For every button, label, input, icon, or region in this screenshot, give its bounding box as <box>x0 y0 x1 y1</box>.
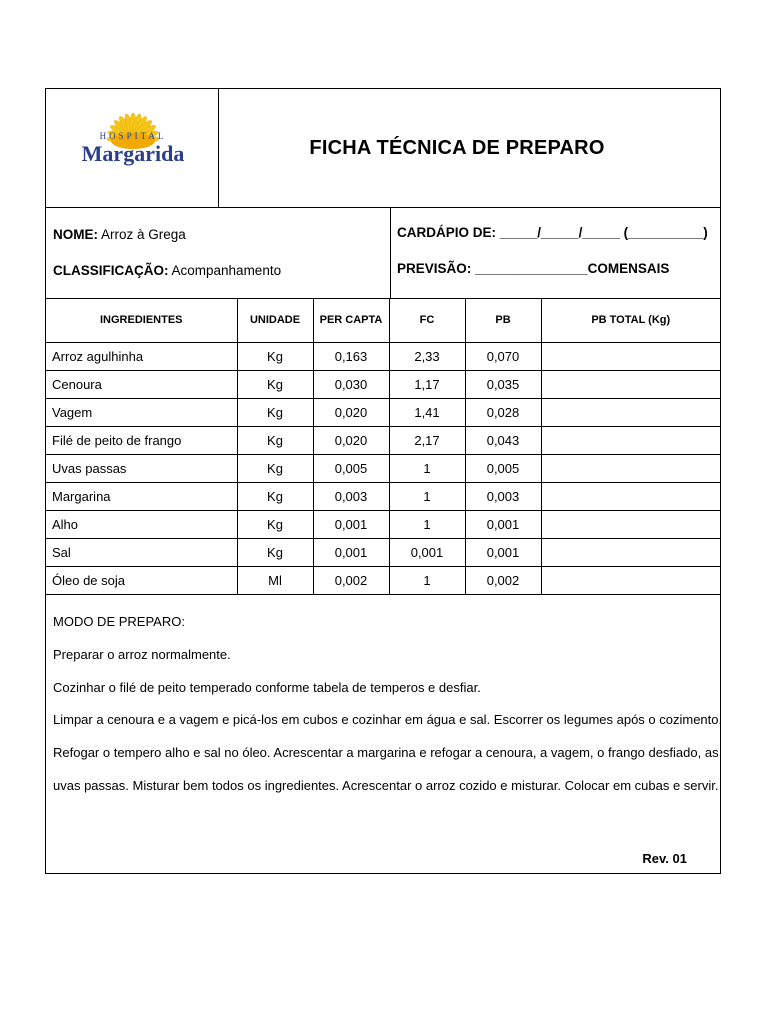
cell-fc: 1,41 <box>389 399 465 427</box>
page-title: FICHA TÉCNICA DE PREPARO <box>309 136 605 159</box>
cell-fc: 2,33 <box>389 343 465 371</box>
hospital-logo <box>46 89 219 207</box>
preparation-title: MODO DE PREPARO: <box>53 614 185 629</box>
cell-pb-total <box>541 511 720 539</box>
cell-ingrediente: Filé de peito de frango <box>46 427 237 455</box>
table-row <box>46 427 720 455</box>
cell-pb: 0,001 <box>465 511 541 539</box>
cell-unidade: Kg <box>237 455 313 483</box>
cell-pb: 0,001 <box>465 539 541 567</box>
table-row <box>46 399 720 427</box>
cell-per-capta: 0,003 <box>313 483 389 511</box>
col-header-ingredientes: INGREDIENTES <box>46 298 237 343</box>
hospital-logo-graphic <box>60 113 206 173</box>
cell-pb-total <box>541 567 720 595</box>
cell-pb-total <box>541 343 720 371</box>
cell-ingrediente: Margarina <box>46 483 237 511</box>
cell-unidade: Kg <box>237 539 313 567</box>
cell-unidade: Kg <box>237 371 313 399</box>
cell-pb: 0,002 <box>465 567 541 595</box>
cell-pb: 0,043 <box>465 427 541 455</box>
cell-pb: 0,028 <box>465 399 541 427</box>
cell-ingrediente: Arroz agulhinha <box>46 343 237 371</box>
table-row <box>46 539 720 567</box>
cell-per-capta: 0,163 <box>313 343 389 371</box>
cell-fc: 0,001 <box>389 539 465 567</box>
cell-unidade: Kg <box>237 399 313 427</box>
revision-label: Rev. 01 <box>642 851 687 866</box>
classificacao-value: Acompanhamento <box>171 263 282 278</box>
col-header-fc: FC <box>389 298 465 343</box>
cell-pb: 0,005 <box>465 455 541 483</box>
col-header-pb: PB <box>465 298 541 343</box>
cell-pb: 0,070 <box>465 343 541 371</box>
cell-unidade: Kg <box>237 483 313 511</box>
table-row <box>46 567 720 595</box>
col-header-per-capta: PER CAPTA <box>313 298 389 343</box>
col-header-unidade: UNIDADE <box>237 298 313 343</box>
logo-margarida-text: Margarida <box>81 141 185 166</box>
preparation-line: uvas passas. Misturar bem todos os ingredientes. Acrescentar o arroz cozido e misturar. Colocar em cubas e servir. <box>53 778 719 793</box>
table-header-row <box>46 298 720 343</box>
logo-hospital-text: HOSPITAL <box>99 131 167 141</box>
recipe-sheet <box>45 88 721 874</box>
cell-ingrediente: Alho <box>46 511 237 539</box>
cell-fc: 1 <box>389 567 465 595</box>
nome-label: NOME: <box>53 227 98 242</box>
cell-ingrediente: Cenoura <box>46 371 237 399</box>
cell-per-capta: 0,020 <box>313 427 389 455</box>
cell-pb: 0,003 <box>465 483 541 511</box>
cell-ingrediente: Sal <box>46 539 237 567</box>
preparation-line: Limpar a cenoura e a vagem e picá-los em cubos e cozinhar em água e sal. Escorrer os legumes após o cozimento. <box>53 712 723 727</box>
recipe-info-left <box>46 207 391 298</box>
cardapio-field: CARDÁPIO DE: _____/_____/_____ (__________) <box>397 225 708 240</box>
cell-per-capta: 0,001 <box>313 539 389 567</box>
cell-pb-total <box>541 455 720 483</box>
cell-fc: 2,17 <box>389 427 465 455</box>
cell-fc: 1 <box>389 511 465 539</box>
cell-per-capta: 0,020 <box>313 399 389 427</box>
ingredients-table <box>46 298 720 595</box>
cell-per-capta: 0,005 <box>313 455 389 483</box>
cell-per-capta: 0,002 <box>313 567 389 595</box>
cell-fc: 1 <box>389 483 465 511</box>
table-row <box>46 343 720 371</box>
table-row <box>46 371 720 399</box>
nome-line <box>53 227 186 242</box>
title-cell <box>218 89 720 207</box>
table-row <box>46 511 720 539</box>
preparation-line: Cozinhar o filé de peito temperado conforme tabela de temperos e desfiar. <box>53 680 481 695</box>
classificacao-label: CLASSIFICAÇÃO: <box>53 263 169 278</box>
cell-pb-total <box>541 371 720 399</box>
cell-unidade: Kg <box>237 511 313 539</box>
preparation-section <box>46 597 723 873</box>
cell-pb-total <box>541 427 720 455</box>
cell-per-capta: 0,001 <box>313 511 389 539</box>
cell-unidade: Kg <box>237 343 313 371</box>
preparation-line: Refogar o tempero alho e sal no óleo. Acrescentar a margarina e refogar a cenoura, a vagem, o frango desfiado, as <box>53 745 719 760</box>
cell-unidade: Ml <box>237 567 313 595</box>
sheet-header <box>46 89 720 208</box>
classificacao-line <box>53 263 281 278</box>
table-row <box>46 455 720 483</box>
cell-unidade: Kg <box>237 427 313 455</box>
col-header-pb-total: PB TOTAL (Kg) <box>541 298 720 343</box>
cell-ingrediente: Óleo de soja <box>46 567 237 595</box>
cell-pb-total <box>541 399 720 427</box>
cell-ingrediente: Vagem <box>46 399 237 427</box>
cell-fc: 1 <box>389 455 465 483</box>
cell-pb-total <box>541 539 720 567</box>
recipe-info <box>46 207 720 299</box>
cell-per-capta: 0,030 <box>313 371 389 399</box>
cell-fc: 1,17 <box>389 371 465 399</box>
nome-value: Arroz à Grega <box>101 227 186 242</box>
previsao-field: PREVISÃO: _______________COMENSAIS <box>397 261 670 276</box>
preparation-line: Preparar o arroz normalmente. <box>53 647 231 662</box>
cell-pb-total <box>541 483 720 511</box>
cell-pb: 0,035 <box>465 371 541 399</box>
table-row <box>46 483 720 511</box>
recipe-info-right <box>390 207 720 298</box>
cell-ingrediente: Uvas passas <box>46 455 237 483</box>
